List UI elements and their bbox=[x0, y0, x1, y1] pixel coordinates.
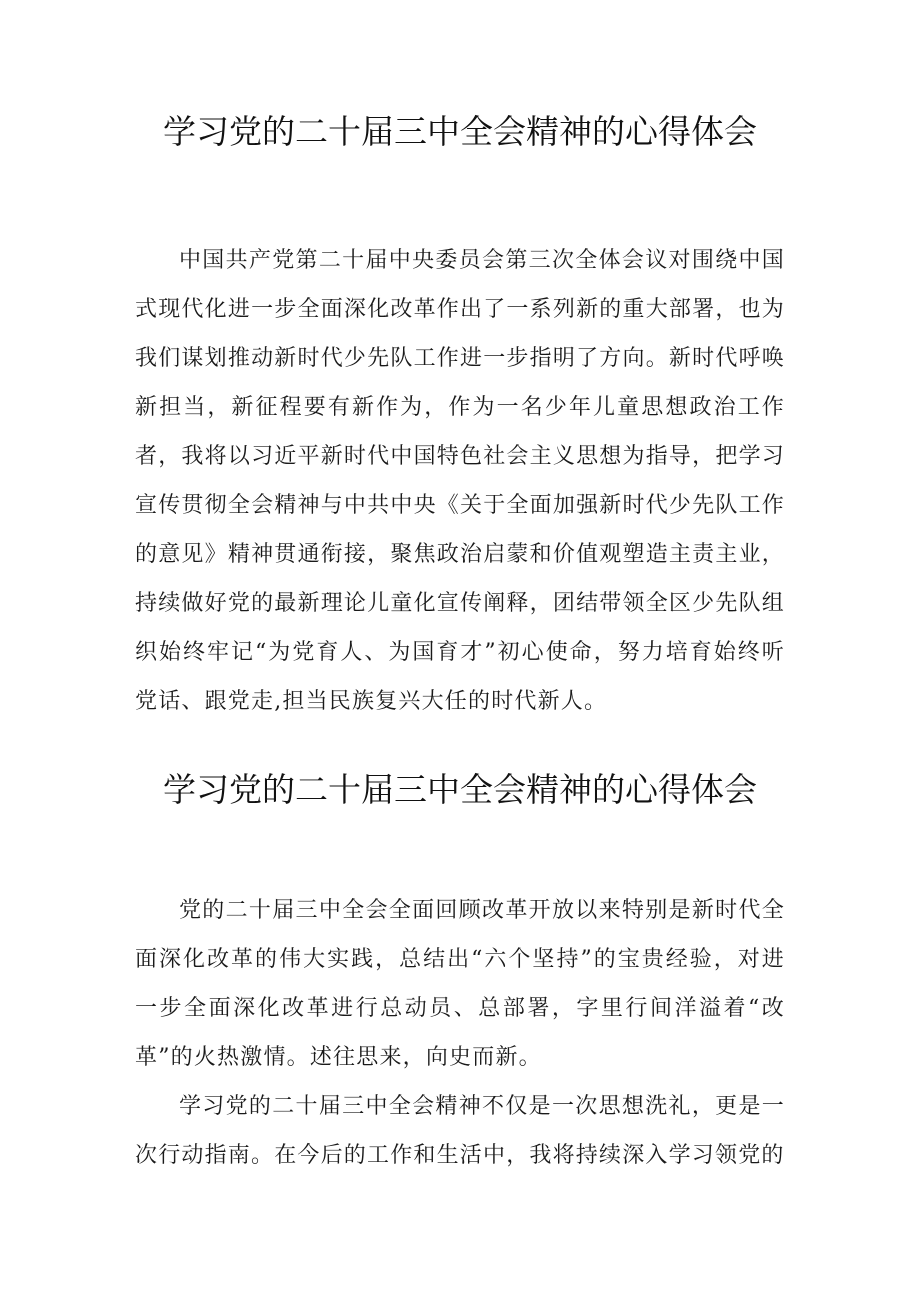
article-title: 学习党的二十届三中全会精神的心得体会 bbox=[163, 112, 757, 151]
article-title: 学习党的二十届三中全会精神的心得体会 bbox=[163, 770, 757, 809]
article-paragraph: 学习党的二十届三中全会精神不仅是一次思想洗礼，更是一次行动指南。在今后的工作和生活中，我将持续深入学习领党的 bbox=[135, 1094, 785, 1168]
article-paragraph: 党的二十届三中全会全面回顾改革开放以来特别是新时代全面深化改革的伟大实践，总结出“六个坚持”的宝贵经验，对进一步全面深化改革进行总动员、总部署，字里行间洋溢着“改革”的火热激情。述往思来，向史而新。 bbox=[135, 898, 785, 1070]
article-paragraph: 中国共产党第二十届中央委员会第三次全体会议对围绕中国式现代化进一步全面深化改革作出了一系列新的重大部署，也为我们谋划推动新时代少先队工作进一步指明了方向。新时代呼唤新担当，新征程要有新作为，作为一名少年儿童思想政治工作者，我将以习近平新时代中国特色社会主义思想为指导，把学习宣传贯彻全会精神与中共中央《关于全面加强新时代少先队工作的意见》精神贯通衔接，聚焦政治启蒙和价值观塑造主责主业，持续做好党的最新理论儿童化宣传阐释，团结带领全区少先队组织始终牢记“为党育人、为国育才”初心使命，努力培育始终听党话、跟党走,担当民族复兴大任的时代新人。 bbox=[135, 248, 785, 714]
article-1 bbox=[135, 112, 785, 726]
article-2 bbox=[135, 770, 785, 1180]
